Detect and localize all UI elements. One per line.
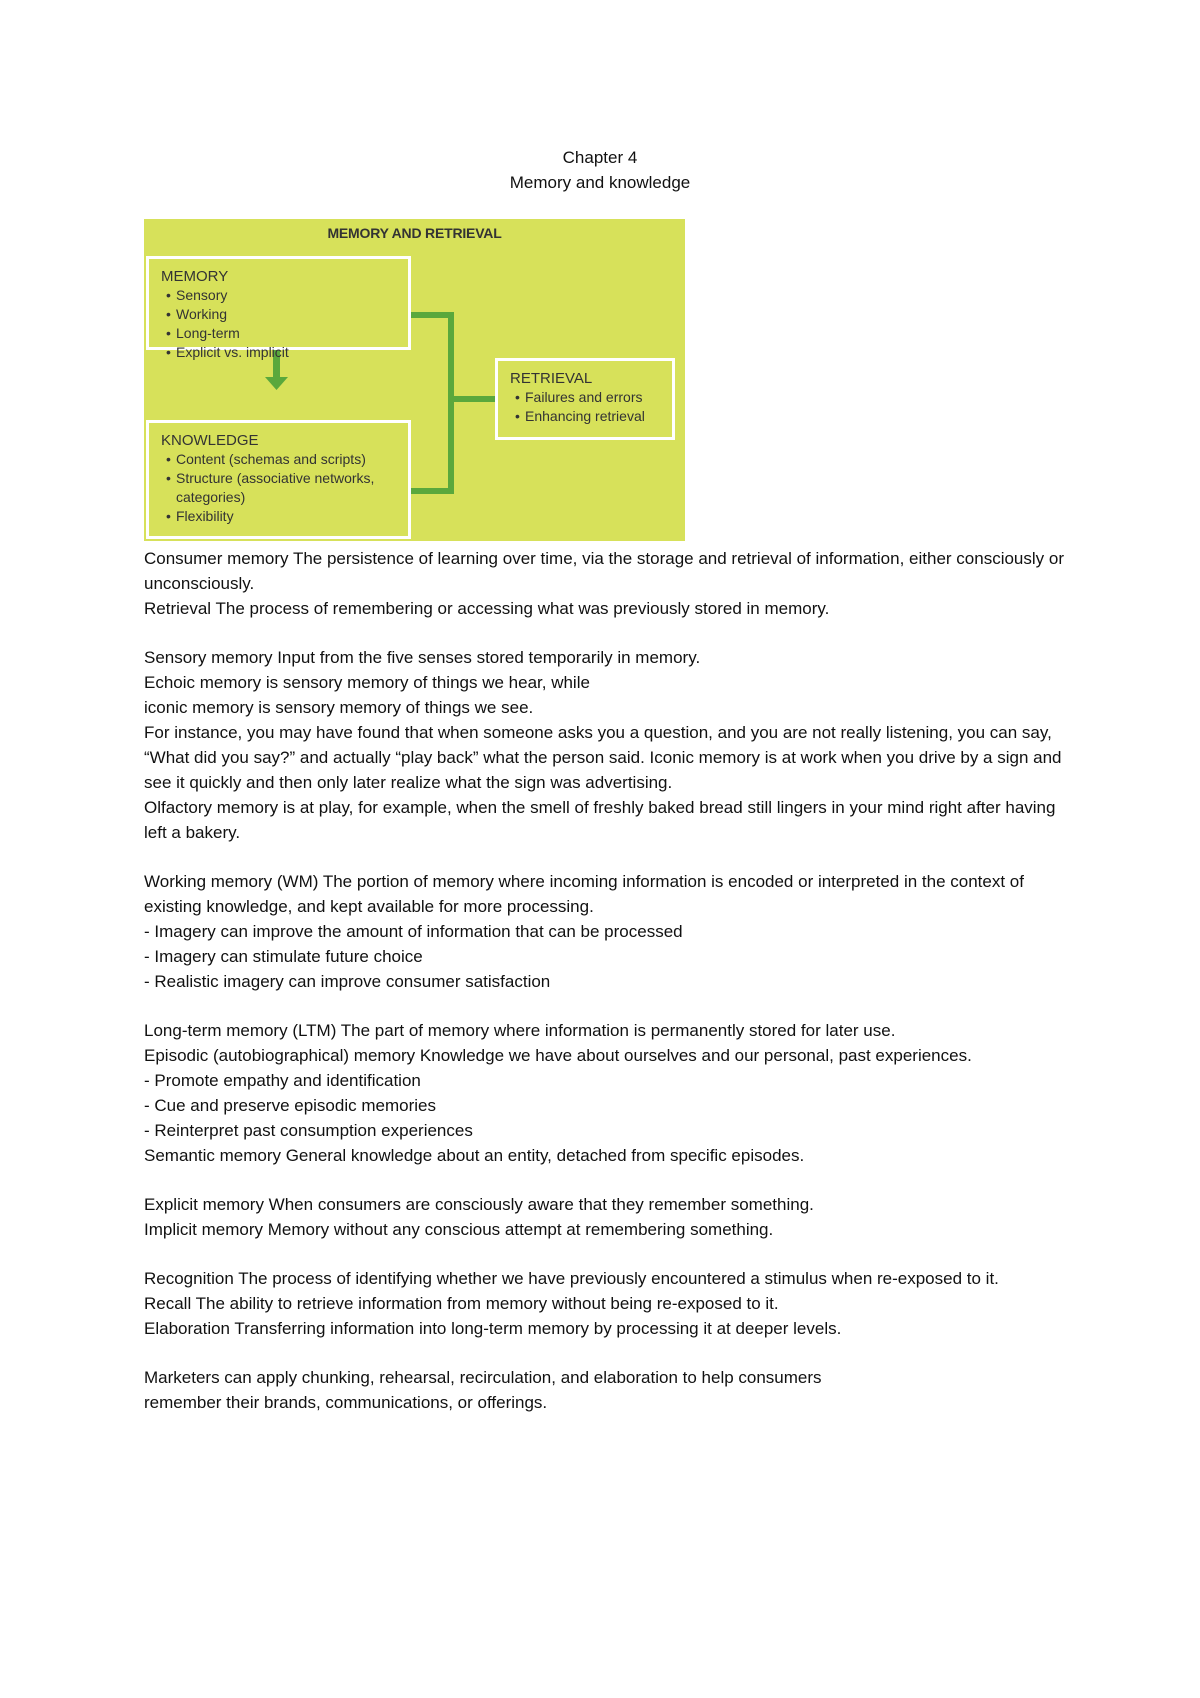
paragraph-elaboration: Elaboration Transferring information into long-term memory by processing it at deeper levels. — [144, 1319, 842, 1338]
knowledge-item: • Content (schemas and scripts) — [161, 450, 398, 469]
knowledge-list — [161, 450, 398, 526]
knowledge-heading: KNOWLEDGE — [161, 432, 259, 449]
paragraph-long-term-memory: Long-term memory (LTM) The part of memory where information is permanently stored for later use. — [144, 1021, 896, 1040]
knowledge-item: • Structure (associative networks, categories) — [161, 469, 398, 507]
paragraph-sensory-memory: Sensory memory Input from the five senses stored temporarily in memory. — [144, 648, 701, 667]
connector-memory — [411, 315, 495, 399]
list-item-episodic: - Promote empathy and identification — [144, 1071, 421, 1090]
knowledge-item: • Flexibility — [161, 507, 398, 526]
paragraph-iconic-memory: iconic memory is sensory memory of things we see. — [144, 698, 534, 717]
paragraph-gap — [144, 845, 1064, 869]
paragraph-recognition: Recognition The process of identifying whether we have previously encountered a stimulus when re-exposed to it. — [144, 1269, 999, 1288]
paragraph-semantic-memory: Semantic memory General knowledge about an entity, detached from specific episodes. — [144, 1146, 805, 1165]
list-item-episodic: - Cue and preserve episodic memories — [144, 1096, 436, 1115]
paragraph-consumer-memory: Consumer memory The persistence of learning over time, via the storage and retrieval of information, either consciously or unconsciously. — [144, 549, 1065, 593]
paragraph-episodic-memory: Episodic (autobiographical) memory Knowledge we have about ourselves and our personal, past experiences. — [144, 1046, 972, 1065]
retrieval-item: • Failures and errors — [510, 388, 662, 407]
paragraph-marketers: Marketers can apply chunking, rehearsal, recirculation, and elaboration to help consumers — [144, 1368, 822, 1387]
paragraph-recall: Recall The ability to retrieve information from memory without being re-exposed to it. — [144, 1294, 779, 1313]
list-item-imagery: - Realistic imagery can improve consumer satisfaction — [144, 972, 551, 991]
document-header — [0, 145, 1200, 195]
list-item-imagery: - Imagery can improve the amount of information that can be processed — [144, 922, 683, 941]
paragraph-gap — [144, 621, 1064, 645]
connector-knowledge — [411, 399, 451, 491]
diagram-title: MEMORY AND RETRIEVAL — [327, 225, 502, 241]
list-item-episodic: - Reinterpret past consumption experiences — [144, 1121, 473, 1140]
paragraph-implicit-memory: Implicit memory Memory without any conscious attempt at remembering something. — [144, 1220, 774, 1239]
chapter-subtitle: Memory and knowledge — [509, 173, 691, 192]
retrieval-list — [510, 388, 662, 426]
paragraph-gap — [144, 994, 1064, 1018]
paragraph-gap — [144, 1242, 1064, 1266]
paragraph-olfactory: Olfactory memory is at play, for example, when the smell of freshly baked bread still lingers in your mind right after having left a bakery. — [144, 798, 1056, 842]
memory-item: • Explicit vs. implicit — [161, 343, 398, 362]
paragraph-for-instance: For instance, you may have found that when someone asks you a question, and you are not really listening, you can say, “What did you say?” and actually “play back” what the person said. Iconic memory is at work when you drive by a sign and see it quickly and then only later realize what the sign was advertising. — [144, 723, 1062, 792]
paragraph-explicit-memory: Explicit memory When consumers are consciously aware that they remember something. — [144, 1195, 814, 1214]
paragraph-echoic-memory: Echoic memory is sensory memory of things we hear, while — [144, 673, 590, 692]
memory-list — [161, 286, 398, 362]
paragraph-retrieval: Retrieval The process of remembering or accessing what was previously stored in memory. — [144, 599, 830, 618]
memory-box — [146, 256, 411, 360]
retrieval-item: • Enhancing retrieval — [510, 407, 662, 426]
memory-heading: MEMORY — [161, 268, 229, 285]
paragraph-gap — [144, 1168, 1064, 1192]
retrieval-heading: RETRIEVAL — [510, 370, 593, 387]
document-body — [144, 546, 1064, 1415]
memory-item: • Working — [161, 305, 398, 324]
memory-item: • Long-term — [161, 324, 398, 343]
paragraph-working-memory: Working memory (WM) The portion of memory where incoming information is encoded or interpreted in the context of existing knowledge, and kept available for more processing. — [144, 872, 1024, 916]
list-item-imagery: - Imagery can stimulate future choice — [144, 947, 423, 966]
arrow-down-icon — [265, 377, 288, 390]
paragraph-marketers-continued: remember their brands, communications, or offerings. — [144, 1393, 548, 1412]
knowledge-box — [146, 420, 411, 539]
memory-retrieval-diagram — [144, 219, 685, 541]
retrieval-box — [495, 358, 675, 440]
chapter-title: Chapter 4 — [562, 148, 638, 167]
paragraph-gap — [144, 1341, 1064, 1365]
memory-item: • Sensory — [161, 286, 398, 305]
